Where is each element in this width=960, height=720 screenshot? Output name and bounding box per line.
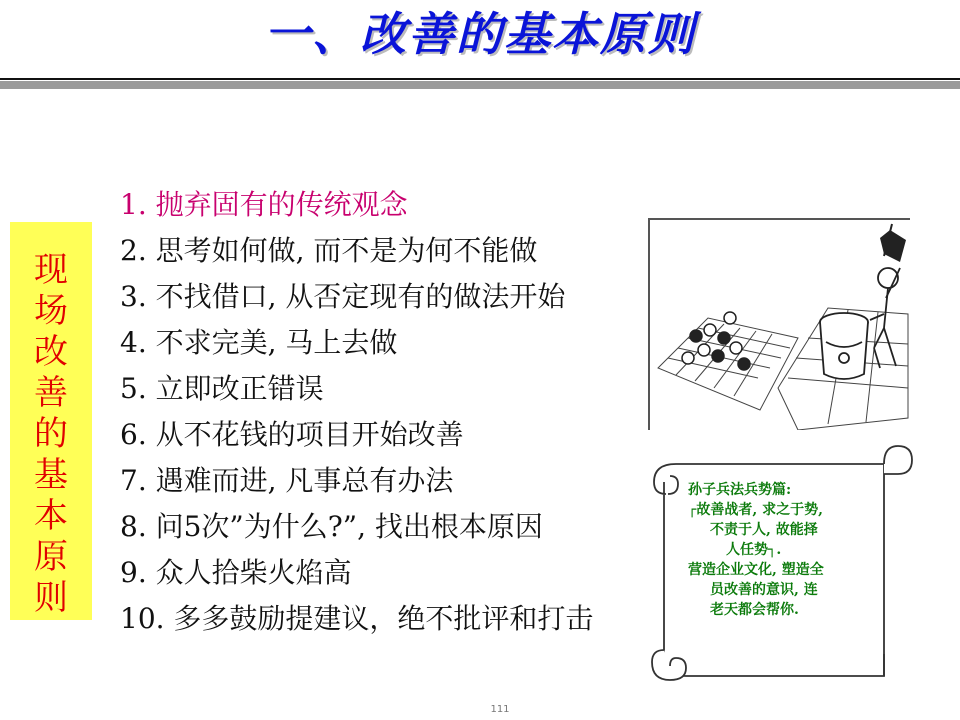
principle-item: 8. 问5次”为什么?”, 找出根本原因 [120,510,543,543]
scroll-text [688,480,900,620]
side-label-char: 原 [34,537,68,577]
scroll-quote-line: 不责于人, 故能择 [710,522,818,538]
principle-item: 4. 不求完美, 马上去做 [120,326,398,359]
side-label-char: 则 [34,578,68,618]
principles-list [120,182,593,642]
scroll-note-line: 员改善的意识, 连 [710,582,818,598]
principle-item: 10. 多多鼓励提建议，绝不批评和打击 [120,602,594,635]
principle-item: 2. 思考如何做, 而不是为何不能做 [120,234,538,267]
principle-item: 9. 众人拾柴火焰高 [120,556,352,589]
side-label-char: 本 [34,496,68,536]
side-label-box [10,222,92,620]
principle-item: 3. 不找借口, 从否定现有的做法开始 [120,280,566,313]
title-rule-thick [0,81,960,89]
scroll-note-line: 老天都会帮你. [710,602,799,618]
slide-title: 一、改善的基本原则 [264,7,696,61]
scroll-quote-line: 人任势┐. [726,542,782,558]
scroll-quote-line: ┌故善战者, 求之于势, [688,502,824,518]
principle-item: 1. 抛弃固有的传统观念 [120,188,408,221]
side-label-char: 现 [34,250,68,290]
principle-item: 6. 从不花钱的项目开始改善 [120,418,464,451]
cartoon-illustration [648,218,910,430]
title-rule-thin [0,78,960,80]
side-label-char: 基 [34,455,68,495]
scroll-heading: 孙子兵法兵势篇: [688,482,792,498]
principle-item: 7. 遇难而进, 凡事总有办法 [120,464,454,497]
side-label-char: 善 [34,373,68,413]
side-label [10,250,92,619]
page-number: 111 [490,704,510,715]
side-label-char: 改 [34,332,68,372]
side-label-char: 场 [34,291,68,331]
principle-item: 5. 立即改正错误 [120,372,324,405]
side-label-char: 的 [34,414,68,454]
scroll-note-line: 营造企业文化, 塑造全 [688,562,824,578]
